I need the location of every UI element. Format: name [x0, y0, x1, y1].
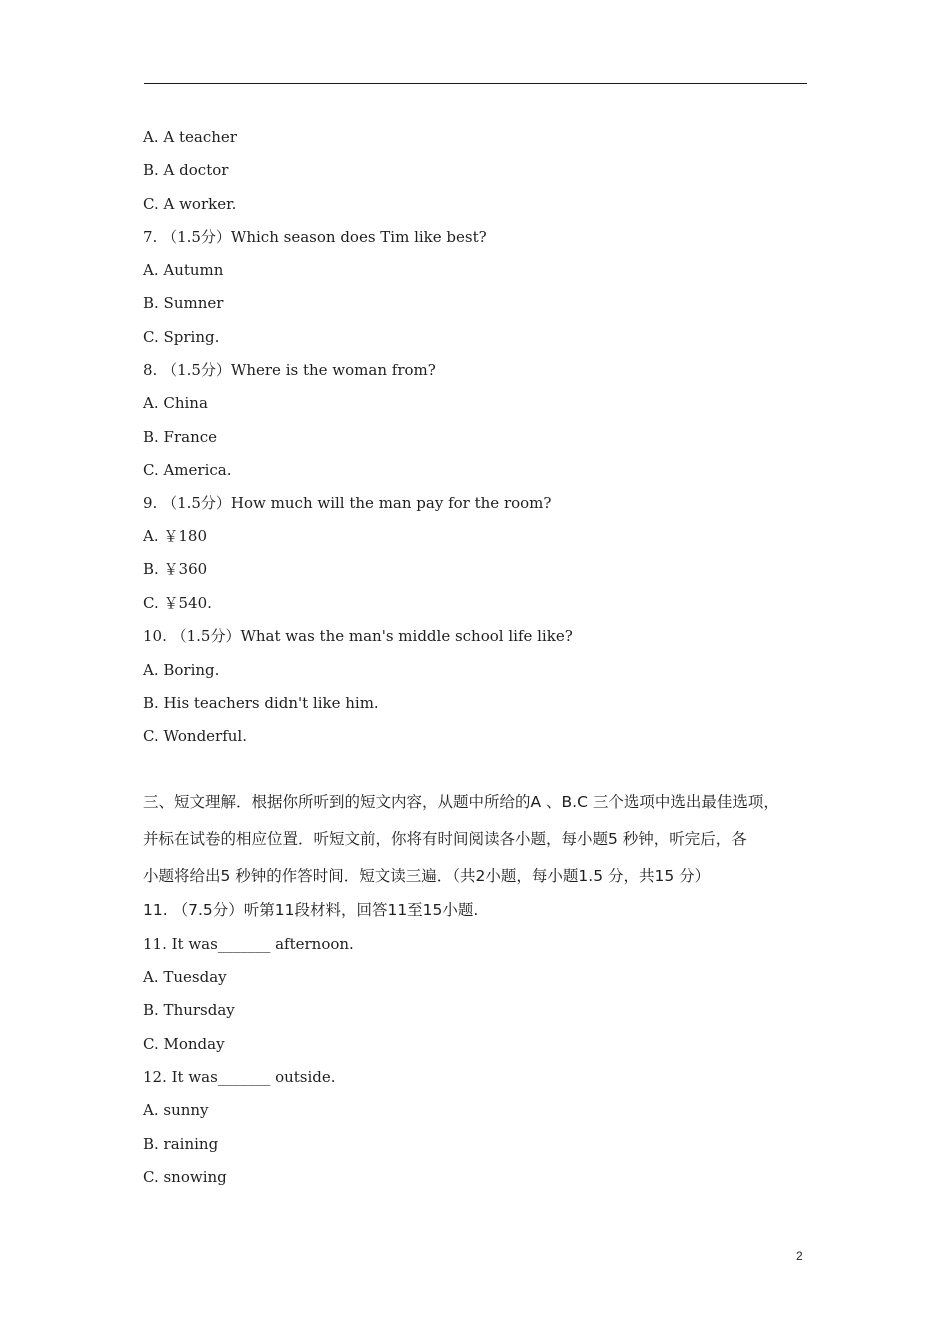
question-7: 7. （1.5分）Which season does Tim like best?	[143, 228, 487, 246]
question-10: 10. （1.5分）What was the man's middle school life like?	[143, 627, 573, 645]
question-8: 8. （1.5分）Where is the woman from?	[143, 361, 436, 379]
option-11b: B. Thursday	[143, 1001, 235, 1019]
option-11c: C. Monday	[143, 1035, 225, 1053]
option-9a: A. ￥180	[143, 527, 207, 545]
option-10a: A. Boring.	[143, 661, 220, 679]
option-7b: B. Sumner	[143, 294, 224, 312]
option-12c: C. snowing	[143, 1168, 227, 1186]
option-7a: A. Autumn	[143, 261, 224, 279]
option-6b: B. A doctor	[143, 161, 229, 179]
question-12: 12. It was_______ outside.	[143, 1068, 336, 1086]
option-11a: A. Tuesday	[143, 968, 227, 986]
section-instructions-3: 小题将给出5 秒钟的作答时间．短文读三遍．（共2小题，每小题1.5 分，共15 分）	[143, 867, 711, 885]
option-6a: A. A teacher	[143, 128, 237, 146]
question-11: 11. It was_______ afternoon.	[143, 935, 354, 953]
option-10c: C. Wonderful.	[143, 727, 247, 745]
question-9: 9. （1.5分）How much will the man pay for the room?	[143, 494, 552, 512]
option-7c: C. Spring.	[143, 328, 220, 346]
option-8b: B. France	[143, 428, 218, 446]
option-8a: A. China	[143, 394, 208, 412]
section-heading: 三、短文理解．根据你所听到的短文内容，从题中所给的A 、B.C 三个选项中选出最佳选项，	[143, 793, 779, 811]
option-12b: B. raining	[143, 1135, 219, 1153]
header-rule	[144, 83, 807, 84]
option-10b: B. His teachers didn't like him.	[143, 694, 379, 712]
option-12a: A. sunny	[143, 1101, 209, 1119]
question-11-intro: 11. （7.5分）听第11段材料，回答11至15小题.	[143, 901, 479, 919]
section-instructions-2: 并标在试卷的相应位置．听短文前，你将有时间阅读各小题，每小题5 秒钟，听完后，各	[143, 830, 747, 848]
option-8c: C. America.	[143, 461, 232, 479]
option-6c: C. A worker.	[143, 195, 237, 213]
option-9c: C. ￥540.	[143, 594, 212, 612]
option-9b: B. ￥360	[143, 560, 208, 578]
page-number: 2	[796, 1249, 803, 1263]
